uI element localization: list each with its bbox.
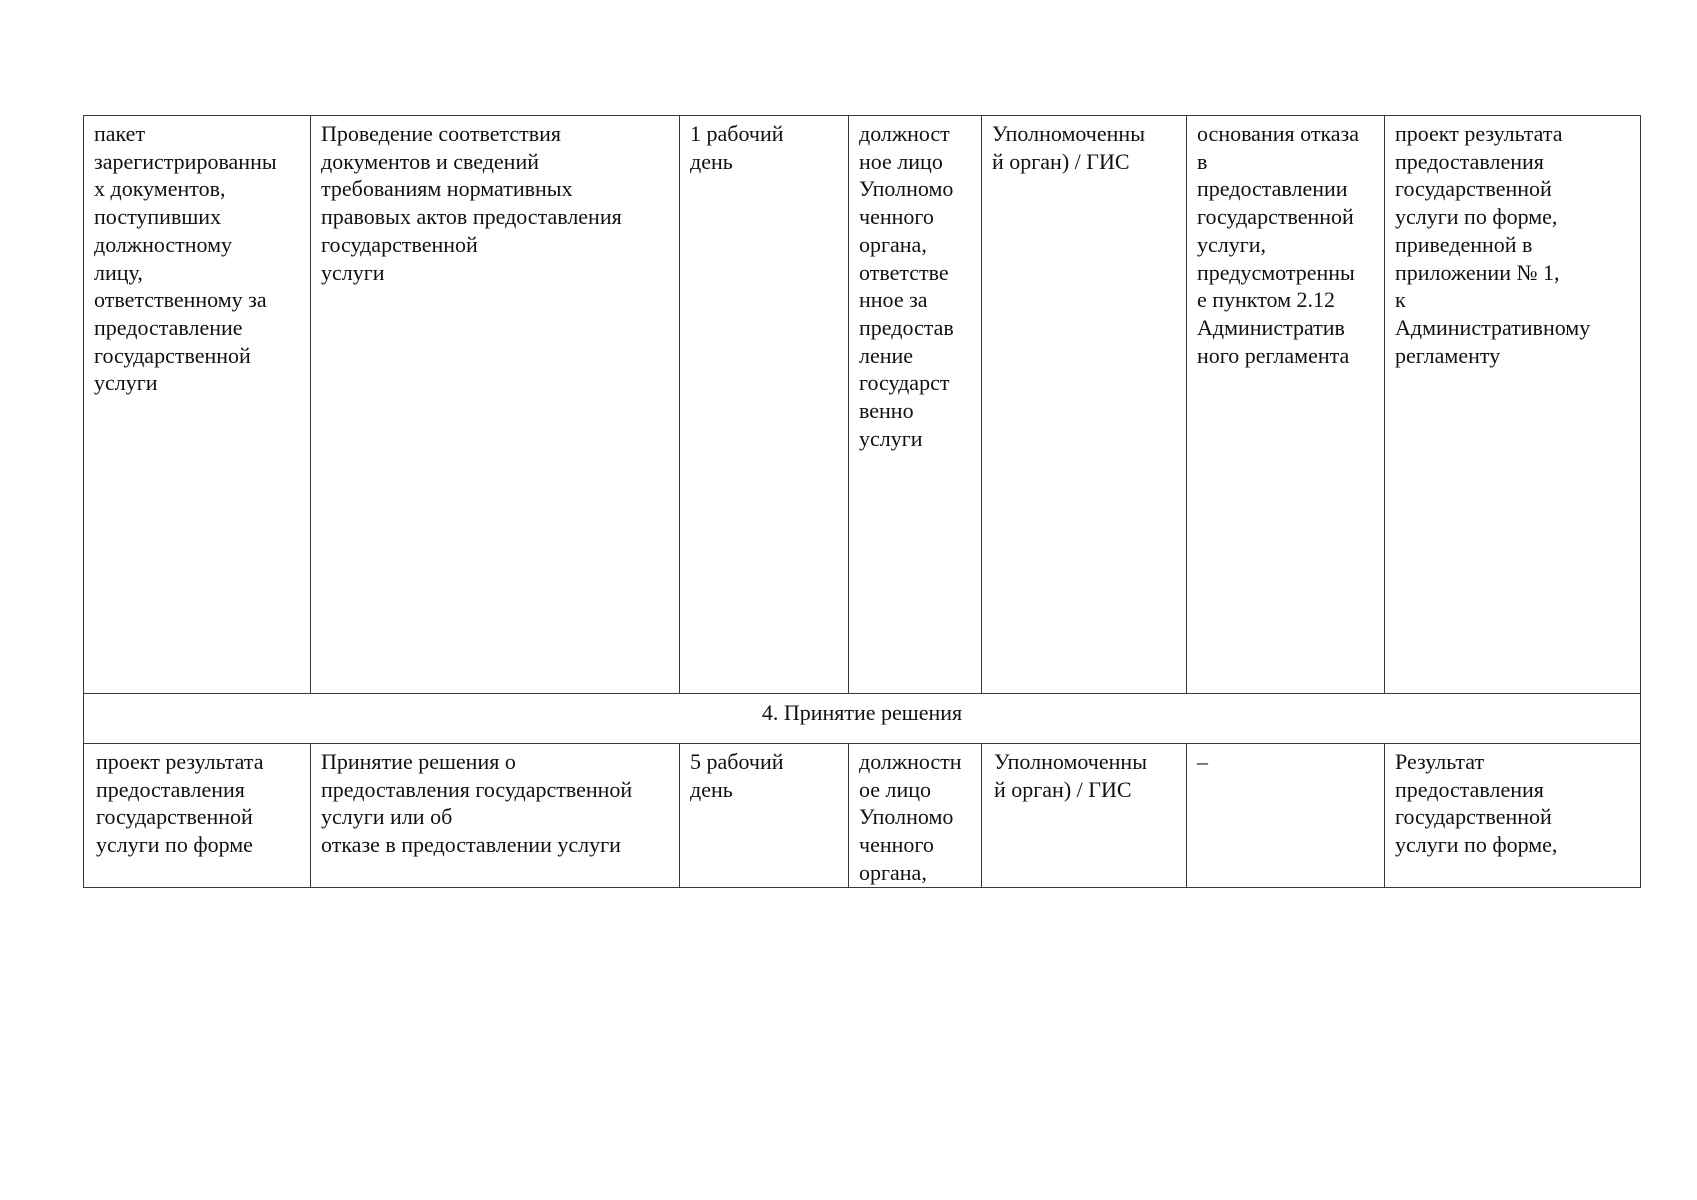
cell-action: Проведение соответствия документов и сведений требованиям нормативных правовых актов предоставления государственной услуги — [311, 116, 680, 694]
cell-place: Уполномоченны й орган) / ГИС — [982, 744, 1187, 888]
table-row — [84, 744, 1641, 888]
cell-result: проект результата предоставления государственной услуги по форме, приведенной в приложении № 1, к Административному регламенту — [1385, 116, 1641, 694]
cell-term: 5 рабочий день — [680, 744, 849, 888]
cell-criteria: основания отказа в предоставлении государственной услуги, предусмотренны е пунктом 2.12 Административ ного регламента — [1187, 116, 1385, 694]
cell-responsible: должностн ое лицо Уполномо ченного органа, — [849, 744, 982, 888]
cell-action: Принятие решения о предоставления государственной услуги или об отказе в предоставлении услуги — [311, 744, 680, 888]
section-row — [84, 694, 1641, 744]
procedure-table — [83, 115, 1641, 888]
cell-criteria: – — [1187, 744, 1385, 888]
cell-term: 1 рабочий день — [680, 116, 849, 694]
table-row — [84, 116, 1641, 694]
cell-result: Результат предоставления государственной услуги по форме, — [1385, 744, 1641, 888]
cell-input-documents: проект результата предоставления государственной услуги по форме — [84, 744, 311, 888]
cell-input-documents: пакет зарегистрированны х документов, поступивших должностному лицу, ответственному за предоставление государственной услуги — [84, 116, 311, 694]
cell-responsible: должност ное лицо Уполномо ченного органа, ответстве нное за предостав ление государст венно услуги — [849, 116, 982, 694]
cell-place: Уполномоченны й орган) / ГИС — [982, 116, 1187, 694]
section-heading: 4. Принятие решения — [84, 694, 1641, 744]
